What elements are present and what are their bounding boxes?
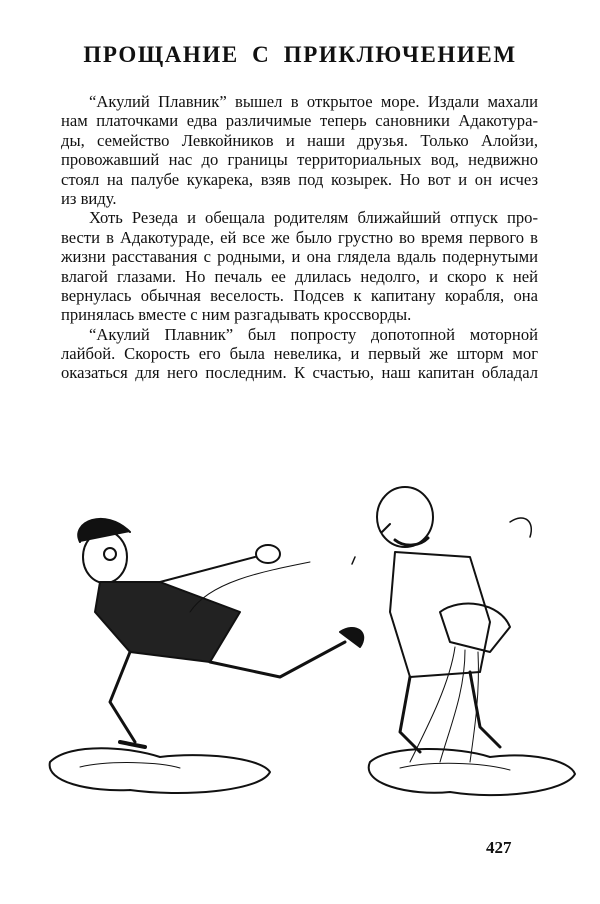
text-line: лайбой. Скорость его была невелика, и первый же шторм мог xyxy=(61,344,538,364)
paragraph xyxy=(61,92,538,208)
illustration xyxy=(10,462,590,812)
page-number: 427 xyxy=(486,838,512,857)
body-text xyxy=(61,92,538,383)
text-line: вести в Адакотураде, ей все же было грустно во время первого в xyxy=(61,227,538,247)
text-line: вернулась обычная веселость. Подсев к капитану корабля, она xyxy=(61,285,538,305)
text-line: “Акулий Плавник” вышел в открытое море. Издали махали xyxy=(89,92,538,111)
puddle-right xyxy=(369,749,575,795)
text-line: стоял на палубе кукарека, взяв под козырек. Но вот и он исчез xyxy=(61,169,538,189)
text-line: принялась вместе с ним разгадывать кроссворды. xyxy=(61,305,412,325)
text-line: “Акулий Плавник” был попросту допотопной моторной xyxy=(89,324,538,344)
text-line: ды, семейство Левкойников и наши друзья. Только Алойзи, xyxy=(61,130,538,150)
paragraph xyxy=(61,325,538,383)
text-line: провожавший нас до границы территориальных вод, недвижно xyxy=(61,150,538,170)
text-line: жизни расставания с родными, и она глядела вдаль подернутыми xyxy=(61,247,538,267)
text-line: влагой глазами. Но печаль ее длилась недолго, и скоро к ней xyxy=(61,266,538,286)
paragraph xyxy=(61,208,538,324)
bald-man-figure xyxy=(352,487,531,762)
puddle-left xyxy=(50,748,270,793)
chapter-title: ПРОЩАНИЕ С ПРИКЛЮЧЕНИЕМ xyxy=(83,42,517,67)
text-line: оказаться для него последним. К счастью, наш капитан обладал xyxy=(61,363,538,383)
running-man-figure xyxy=(78,519,363,747)
text-line: нам платочками едва различимые теперь сановники Адакотура- xyxy=(61,111,538,131)
text-line: Хоть Резеда и обещала родителям ближайший отпуск про- xyxy=(89,208,538,228)
text-line: из виду. xyxy=(61,188,117,208)
